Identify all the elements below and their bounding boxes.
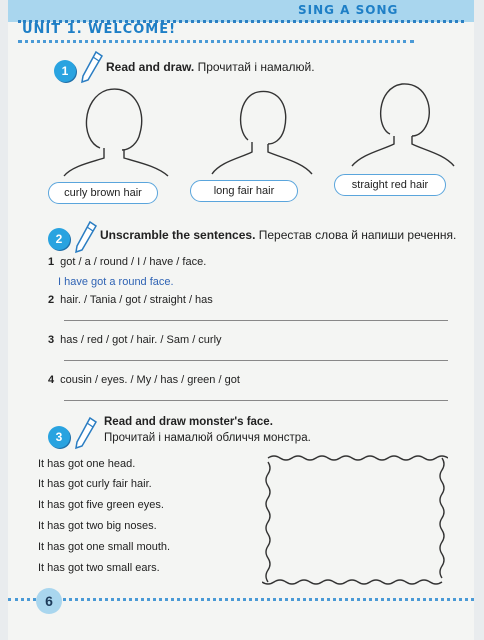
head-outlines — [48, 78, 448, 178]
head-outline-2 — [208, 78, 318, 178]
section-title: SING A SONG — [298, 3, 399, 17]
hair-label-2: long fair hair — [190, 180, 298, 202]
description-line-1: It has got one head. — [38, 458, 136, 470]
head-outline-3 — [348, 78, 458, 178]
exercise-2-number: 2 — [48, 228, 70, 250]
exercise-1-number: 1 — [54, 60, 76, 82]
exercise-3-number: 3 — [48, 426, 70, 448]
description-line-4: It has got two big noses. — [38, 520, 157, 532]
pencil-icon — [74, 220, 98, 254]
exercise-3-title: Read and draw monster's face. Прочитай і намалюй обличчя монстра. — [104, 416, 311, 444]
description-line-5: It has got one small mouth. — [38, 541, 171, 553]
dotted-divider — [18, 40, 414, 43]
pencil-icon — [74, 416, 98, 450]
sentence-3: 3 has / red / got / hair. / Sam / curly — [48, 334, 222, 346]
answer-line-4[interactable] — [64, 400, 448, 401]
description-line-2: It has got curly fair hair. — [38, 478, 152, 490]
description-line-6: It has got two small ears. — [38, 562, 160, 574]
exercise-2-title: Unscramble the sentences. Перестав слова й напиши речення. — [100, 228, 457, 242]
hair-label-3: straight red hair — [334, 174, 446, 196]
page-number: 6 — [36, 588, 62, 614]
drawing-frame[interactable] — [262, 452, 448, 588]
dotted-divider — [8, 598, 474, 601]
sentence-2: 2 hair. / Tania / got / straight / has — [48, 294, 213, 306]
workbook-page — [8, 0, 474, 640]
exercise-1-title: Read and draw. Прочитай і намалюй. — [106, 60, 315, 74]
sentence-1: 1 got / a / round / I / have / face. — [48, 256, 207, 268]
description-line-3: It has got five green eyes. — [38, 499, 164, 511]
answer-line-3[interactable] — [64, 360, 448, 361]
sentence-4: 4 cousin / eyes. / My / has / green / got — [48, 374, 240, 386]
hair-label-1: curly brown hair — [48, 182, 158, 204]
unit-title: UNIT 1. WELCOME! — [22, 22, 177, 37]
example-answer: I have got a round face. — [58, 276, 174, 288]
answer-line-2[interactable] — [64, 320, 448, 321]
top-band — [8, 0, 474, 22]
head-outline-1 — [62, 78, 172, 178]
